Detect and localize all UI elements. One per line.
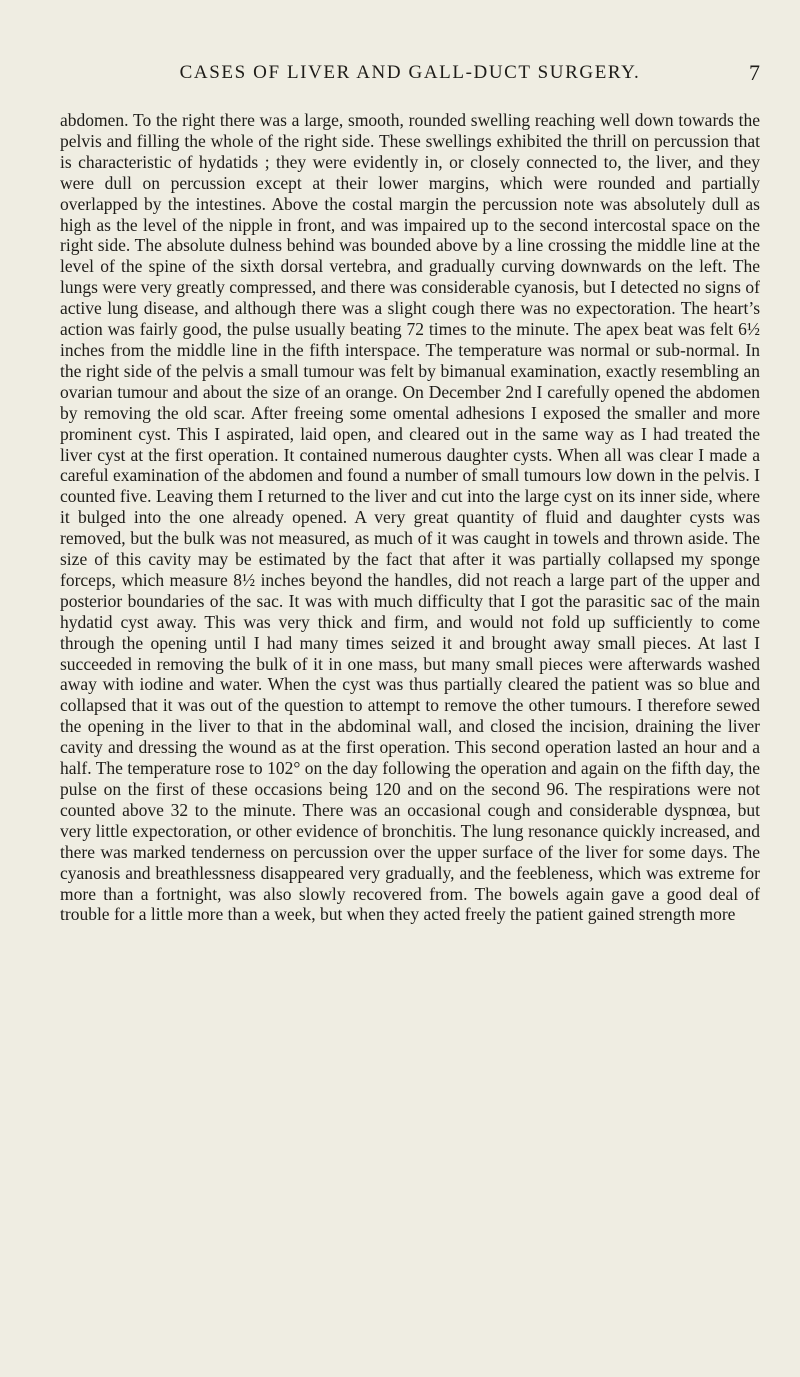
running-title: CASES OF LIVER AND GALL-DUCT SURGERY. (179, 62, 641, 83)
body-paragraph: abdomen. To the right there was a large, smooth, rounded swelling reaching well down towards the pelvis and filling the whole of the right side. These swellings exhibited the thrill on percussion that is characteristic of hydatids ; they were evidently in, or closely connected to, the liver, and they were dull on percussion except at their lower margins, which were rounded and partially overlapped by the intestines. Above the costal margin the percussion note was absolutely dull as high as the level of the nipple in front, and was impaired up to the second intercostal space on the right side. The absolute dulness behind was bounded above by a line crossing the middle line at the level of the spine of the sixth dorsal vertebra, and gradually curving downwards on the left. The lungs were very greatly compressed, and there was considerable cyanosis, but I detected no signs of active lung disease, and although there was a slight cough there was no expectoration. The heart’s action was fairly good, the pulse usually beating 72 times to the minute. The apex beat was felt 6½ inches from the middle line in the fifth interspace. The temperature was normal or sub-normal. In the right side of the pelvis a small tumour was felt by bimanual examination, exactly resembling an ovarian tumour and about the size of an orange. On December 2nd I carefully opened the abdomen by removing the old scar. After freeing some omental adhesions I exposed the smaller and more prominent cyst. This I aspirated, laid open, and cleared out in the same way as I had treated the liver cyst at the first operation. It contained numerous daughter cysts. When all was clear I made a careful examination of the abdomen and found a number of small tumours low down in the pelvis. I counted five. Leaving them I returned to the liver and cut into the large cyst on its inner side, where it bulged into the one already opened. A very great quantity of fluid and daughter cysts was removed, but the bulk was not measured, as much of it was caught in towels and thrown aside. The size of this cavity may be estimated by the fact that after it was partially collapsed my sponge forceps, which measure 8½ inches beyond the handles, did not reach a large part of the upper and posterior boundaries of the sac. It was with much difficulty that I got the parasitic sac of the main hydatid cyst away. This was very thick and firm, and would not fold up sufficiently to come through the opening until I had many times seized it and brought away small pieces. At last I succeeded in removing the bulk of it in one mass, but many small pieces were afterwards washed away with iodine and water. When the cyst was thus partially cleared the patient was so blue and collapsed that it was out of the question to attempt to remove the other tumours. I therefore sewed the opening in the liver to that in the abdominal wall, and closed the incision, draining the liver cavity and dressing the wound as at the first operation. This second operation lasted an hour and a half. The temperature rose to 102° on the day following the operation and again on the fifth day, the pulse on the first of these occasions being 120 and on the second 96. The respirations were not counted above 32 to the minute. There was an occasional cough and considerable dyspnœa, but very little expectoration, or other evidence of bronchitis. The lung resonance quickly increased, and there was marked tenderness on percussion over the upper surface of the liver for some days. The cyanosis and breathlessness disappeared very gradually, and the feebleness, which was extreme for more than a fortnight, was also slowly recovered from. The bowels again gave a good deal of trouble for a little more than a week, but when they acted freely the patient gained strength more (60, 110, 760, 925)
page-number: 7 (749, 60, 760, 85)
running-head (60, 58, 760, 88)
